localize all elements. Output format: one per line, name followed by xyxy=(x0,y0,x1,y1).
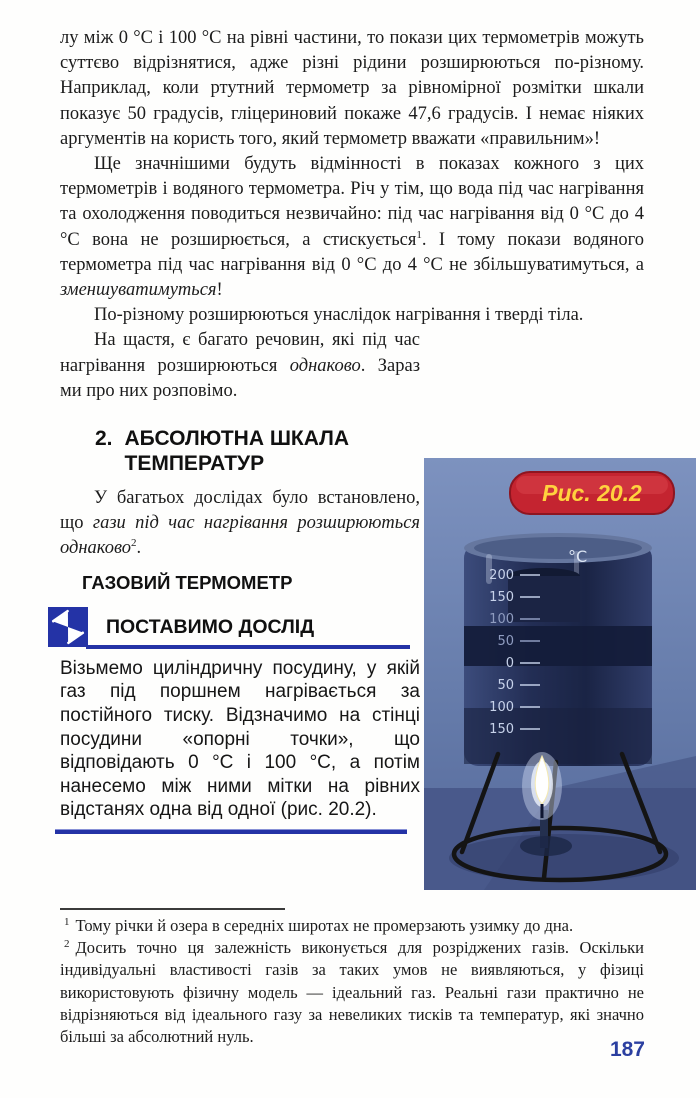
p2-text: . І тому покази водяного термометра під час нагрівання від 0 °С до 4 °С не збільшуватимуться, а xyxy=(60,229,644,275)
scale-label: 100 xyxy=(489,612,514,627)
scale-label: 50 xyxy=(497,634,514,649)
p4-italic: однаково xyxy=(289,355,361,376)
experiment-title-rule xyxy=(86,645,410,649)
page-number: 187 xyxy=(609,1038,645,1061)
footnotes-block xyxy=(60,908,644,1048)
footnote-ref-2: 2 xyxy=(131,537,137,550)
p4-text: На щастя, є багато речовин, які під час нагрівання розширюються xyxy=(60,330,420,376)
paragraph-thermometers: лу між 0 °С і 100 °С на рівні частини, то покази цих термометрів можуть суттєво відрізнятися, адже різні рідини розширюються по-різному. Наприклад, коли ртутний термометр за рівномірної розмітки шкали показує 50 градусів, гліцериновий покаже 47,6 градусів. І немає ніяких аргументів на користь того, який термометр вважати «правильним»! xyxy=(60,28,644,149)
scale-unit: °C xyxy=(568,547,588,566)
experiment-header xyxy=(60,607,420,649)
experiment-bottom-rule xyxy=(55,829,407,834)
figure-caption: Рис. 20.2 xyxy=(542,480,642,506)
section-number: 2. xyxy=(95,427,113,451)
left-narrow-column xyxy=(60,328,420,834)
scale-label: 100 xyxy=(489,700,514,715)
experiment-title: ПОСТАВИМО ДОСЛІД xyxy=(106,615,315,638)
section-title: АБСОЛЮТНА ШКАЛА ТЕМПЕРАТУР xyxy=(124,427,350,476)
paragraph-water-thermometer xyxy=(60,152,644,303)
gas-thermometer-subheading: ГАЗОВИЙ ТЕРМОМЕТР xyxy=(82,571,293,593)
footnote-1 xyxy=(60,915,644,937)
paragraph-solids: По-різному розширюються унаслідок нагрівання і тверді тіла. xyxy=(94,305,584,326)
footnote-text: Досить точно ця залежність виконується для розріджених газів. Оскільки індивідуальні властивості газів за таких умов не виявляються, у фізиці використовують фізичну модель — ідеальний газ. Реальні гази практично не відрізняються від ідеального газу за невеликих тисків та температур, які значно більші за абсолютний нуль. xyxy=(60,938,644,1047)
p2-italic: зменшуватимуться xyxy=(60,280,217,301)
p4-text: . Зараз ми про них розповімо. xyxy=(60,355,421,401)
scale-label: 150 xyxy=(489,722,514,737)
footnote-ref-1: 1 xyxy=(416,228,422,241)
hourglass-icon xyxy=(48,607,88,647)
p2-text: ! xyxy=(216,280,223,301)
scale-label: 200 xyxy=(489,568,514,583)
paragraph-gases-intro xyxy=(60,486,420,562)
experiment-box xyxy=(60,607,420,834)
paragraph-lucky-substances xyxy=(60,328,420,404)
experiment-body: Візьмемо циліндричну посудину, у якій газ під поршнем нагрівається за постійного тиску. Відзначимо на стінці посудини «опорні точки», що відповідають 0 °С і 100 °С, а потім нанесемо між ними мітки на рівних відстанях одна від одної (рис. 20.2). xyxy=(60,657,420,821)
footnote-text: Тому річки й озера в середніх широтах не промерзають узимку до дна. xyxy=(75,916,574,935)
footnote-marker: 2 xyxy=(64,937,70,950)
scale-label: 150 xyxy=(489,590,514,605)
p2-text: Ще значнішими будуть відмінності в показах кожного з цих термометрів і водяного термометра. Річ у тім, що вода під час нагрівання та охолодження поводиться незвичайно: під час нагрівання від 0 °С до 4 °С вона не розширюється, а стискується xyxy=(60,154,644,250)
footnote-marker: 1 xyxy=(64,915,70,928)
intro-text: У багатьох дослідах було встановлено, що xyxy=(60,488,420,534)
intro-text: . xyxy=(136,538,142,559)
piston xyxy=(508,568,580,622)
intro-italic: гази під час нагрівання розширюються однаково xyxy=(60,513,421,559)
figure-20-2-photo xyxy=(424,458,696,890)
section-heading xyxy=(95,426,420,476)
scale-label: 50 xyxy=(497,678,514,693)
figure-caption-badge xyxy=(510,472,674,514)
scale-label: 0 xyxy=(505,656,514,671)
footnote-separator xyxy=(60,908,285,910)
footnote-2 xyxy=(60,937,644,1048)
